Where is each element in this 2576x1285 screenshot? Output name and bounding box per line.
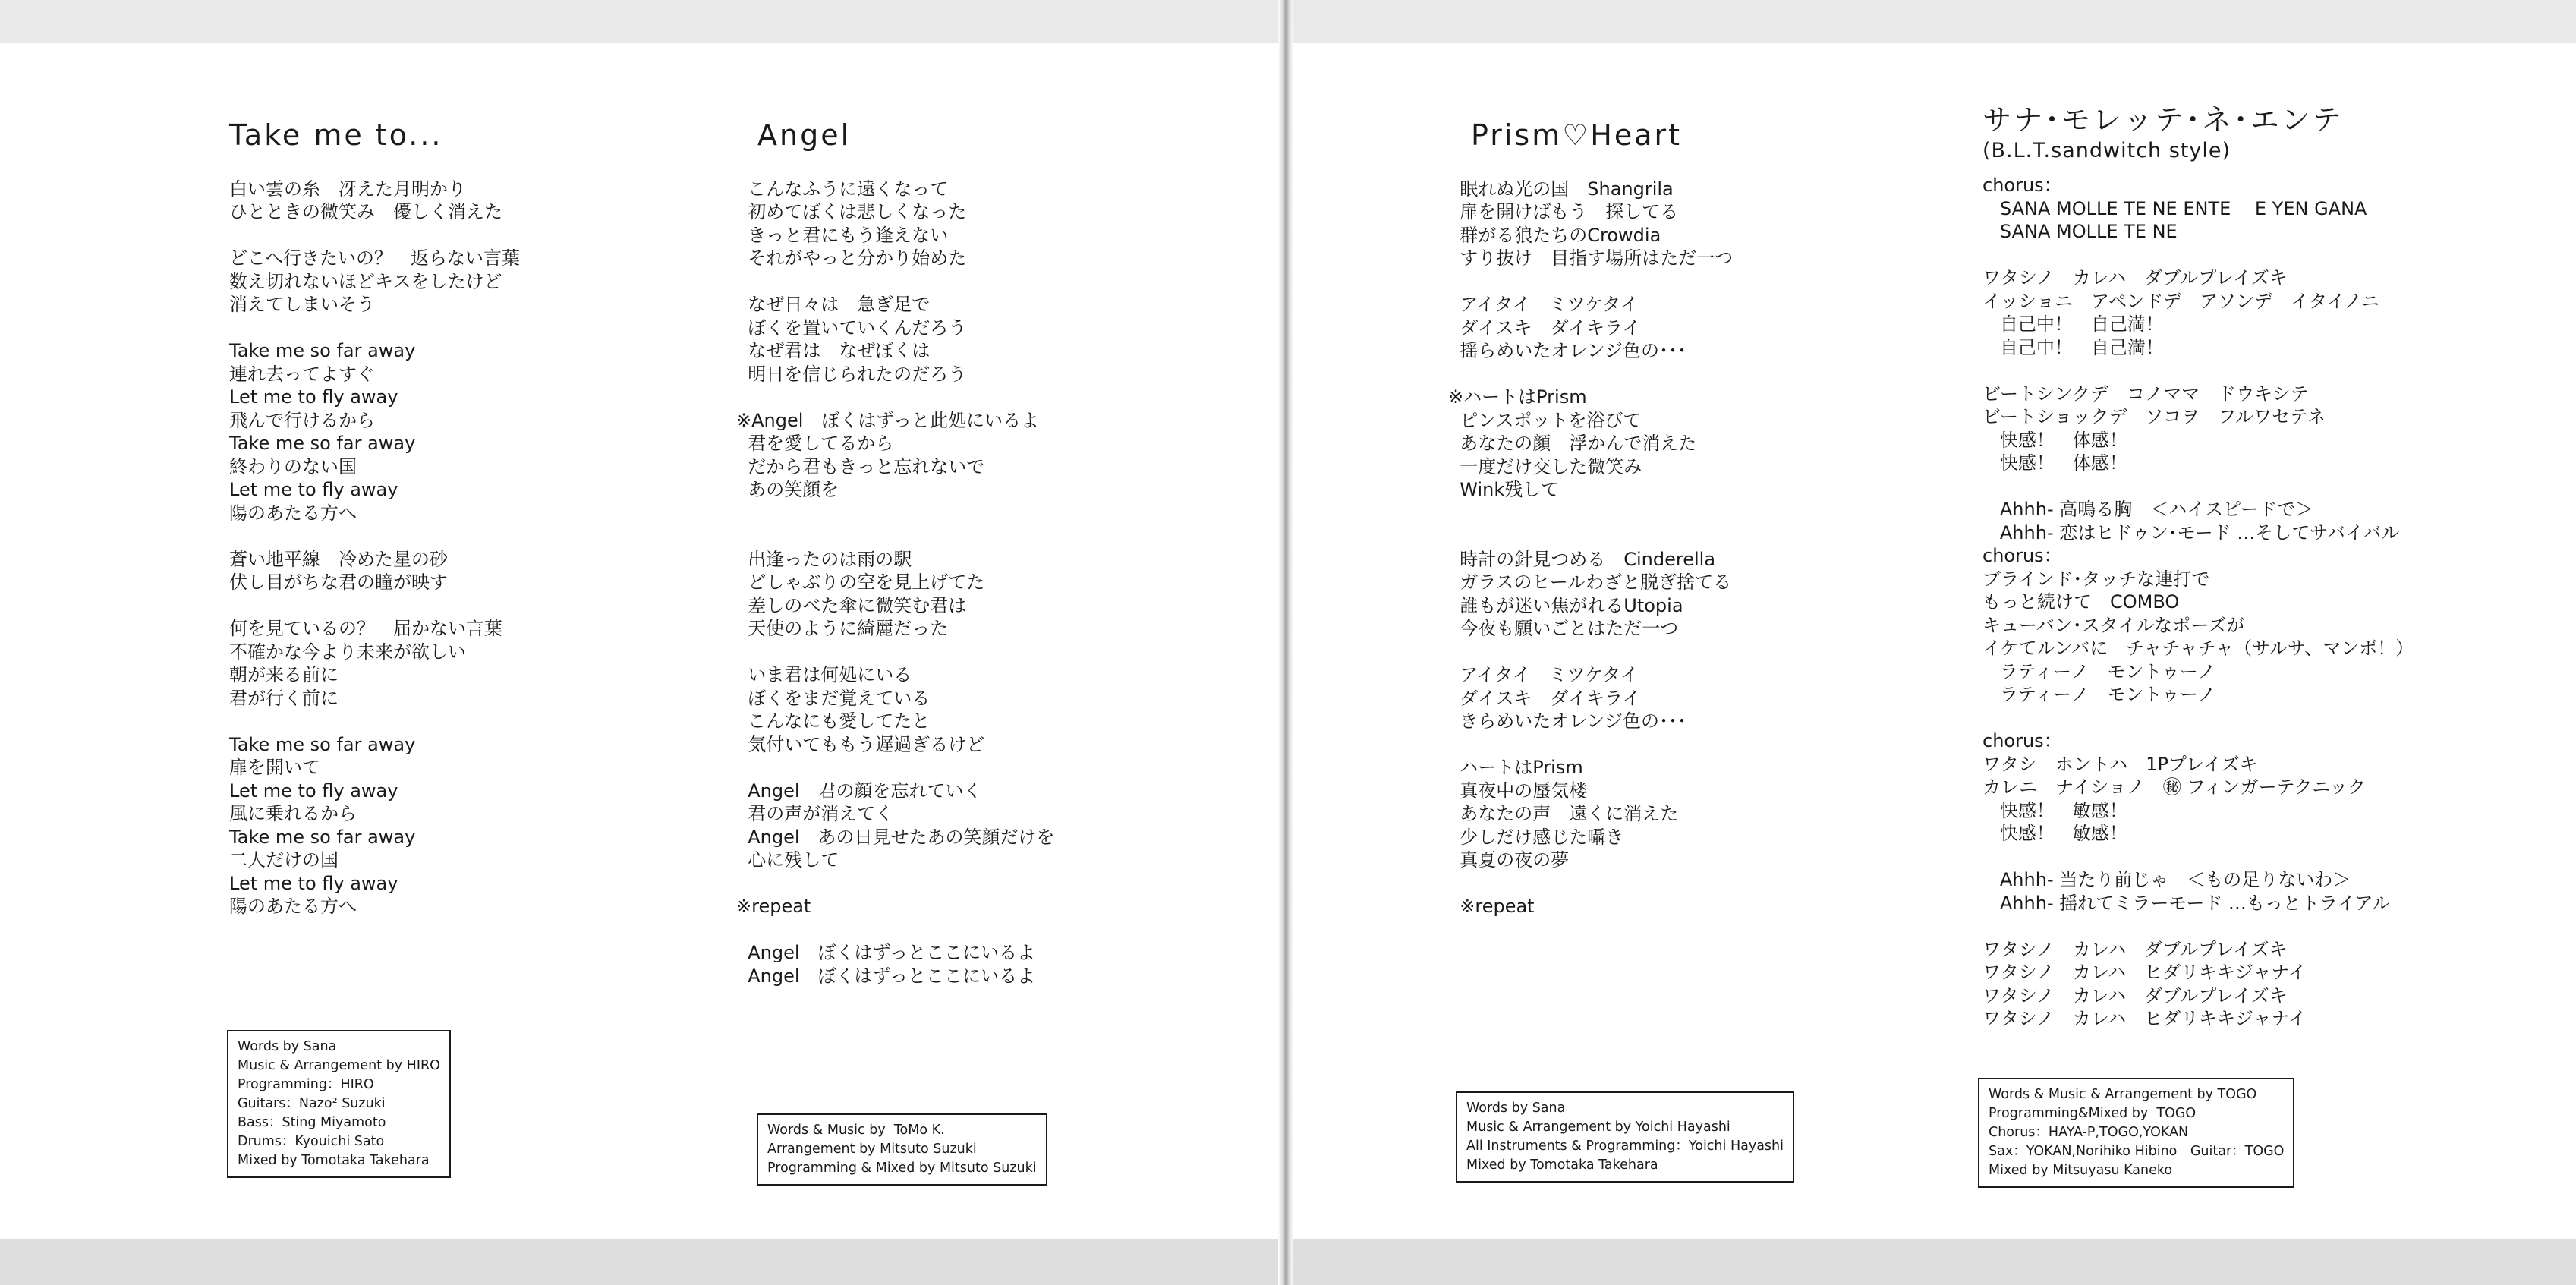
credits-box: Words by Sana Music & Arrangement by Yoichi Hayashi All Instruments & Programming：Yoichi Hayashi Mixed by Tomotaka Takehara xyxy=(1456,1091,1794,1183)
song-subtitle: (B.L.T.sandwitch style) xyxy=(1982,138,2231,162)
credits-box: Words by Sana Music & Arrangement by HIRO Programming：HIRO Guitars：Nazo² Suzuki Bass：Sting Miyamoto Drums：Kyouichi Sato Mixed by Tomotaka Takehara xyxy=(227,1030,451,1178)
song-angel xyxy=(736,120,1055,987)
song-title: Angel xyxy=(757,118,852,152)
song-lyrics: 白い雲の糸 冴えた月明かり ひとときの微笑み 優しく消えた どこへ行きたいの？ 返らない言葉 数え切れないほどキスをしたけど 消えてしまいそう Take me so far away 連れ去ってよすぐ Let me to fly away 飛んで行けるから Take me so far away 終わりのない国 Let me to fly away 陽のあたる方へ 蒼い地平線 冷めた星の砂 伏し目がちな君の瞳が映す 何を見ているの？ 届かない言葉 不確かな今より未来が欲しい 朝が来る前に 君が行く前に Take me so far away 扉を開いて Let me to fly away 風に乗れるから Take me so far away 二人だけの国 Let me to fly away 陽のあたる方へ xyxy=(229,178,521,918)
booklet-spine xyxy=(1278,0,1293,1285)
credits-box: Words & Music & Arrangement by TOGO Programming&Mixed by TOGO Chorus：HAYA-P,TOGO,YOKAN Sax：YOKAN,Norihiko Hibino Guitar：TOGO Mixed by Mitsuyasu Kaneko xyxy=(1978,1078,2294,1188)
credits-box: Words & Music by ToMo K. Arrangement by Mitsuto Suzuki Programming & Mixed by Mitsuto Suzuki xyxy=(757,1113,1047,1186)
song-title: サナ･モレッテ･ネ･エンテ xyxy=(1982,103,2344,137)
song-lyrics: chorus： SANA MOLLE TE NE ENTE E YEN GANA SANA MOLLE TE NE ワタシノ カレハ ダブルプレイズキ イッショニ アペンドデ アソンデ イタイノニ 自己中！ 自己満！ 自己中！ 自己満！ ビートシンクデ コノママ ドウキシテ ビートショックデ ソコヲ フルワセテネ 快感！ 体感！ 快感！ 体感！ Ahhh- 高鳴る胸 ＜ハイスピードで＞ Ahhh- 恋はヒドゥン･モード …そしてサバイバル chorus： ブラインド･タッチな連打で もっと続けて COMBO キューバン･スタイルなポーズが イケてルンバに チャチャチャ（サルサ、マンボ！） ラティーノ モントゥーノ ラティーノ モントゥーノ chorus： ワタシ ホントハ 1Pプレイズキ カレニ ナイショノ ㊙ フィンガーテクニック 快感！ 敏感！ 快感！ 敏感！ Ahhh- 当たり前じゃ ＜もの足りないわ＞ Ahhh- 揺れてミラーモード …もっとトライアル ワタシノ カレハ ダブルプレイズキ ワタシノ カレハ ヒダリキキジャナイ ワタシノ カレハ ダブルプレイズキ ワタシノ カレハ ヒダリキキジャナイ xyxy=(1982,175,2414,1030)
song-title: Prism♡Heart xyxy=(1471,118,1683,152)
song-take-me-to xyxy=(229,120,520,918)
song-lyrics: 眠れぬ光の国 Shangrila 扉を開けばもう 探してる 群がる狼たちのCrowdia すり抜け 目指す場所はただ一つ アイタイ ミツケタイ ダイスキ ダイキライ 揺らめいたオレンジ色の･･･ ※ハートはPrism ピンスポットを浴びて あなたの顔 浮かんで消えた 一度だけ交した微笑み Wink残して 時計の針見つめる Cinderella ガラスのヒールわざと脱ぎ捨てる 誰もが迷い焦がれるUtopia 今夜も願いごとはただ一つ アイタイ ミツケタイ ダイスキ ダイキライ きらめいたオレンジ色の･･･ ハートはPrism 真夜中の蜃気楼 あなたの声 遠くに消えた 少しだけ感じた囁き 真夏の夜の夢 ※repeat xyxy=(1448,178,1734,918)
song-lyrics: こんなふうに遠くなって 初めてぼくは悲しくなった きっと君にもう逢えない それがやっと分かり始めた なぜ日々は 急ぎ足で ぼくを置いていくんだろう なぜ君は なぜぼくは 明日を信じられたのだろう ※Angel ぼくはずっと此処にいるよ 君を愛してるから だから君もきっと忘れないで あの笑顔を 出逢ったのは雨の駅 どしゃぶりの空を見上げてた 差しのべた傘に微笑む君は 天使のように綺麗だった いま君は何処にいる ぼくをまだ覚えている こんなにも愛してたと 気付いてももう遅過ぎるけど Angel 君の顔を忘れていく 君の声が消えてく Angel あの日見せたあの笑顔だけを 心に残して ※repeat Angel ぼくはずっとここにいるよ Angel ぼくはずっとここにいるよ xyxy=(736,178,1055,987)
song-title: Take me to... xyxy=(229,118,443,152)
song-prism-heart xyxy=(1448,120,1733,918)
song-sana-molette-ne-ente xyxy=(1982,105,2414,1031)
booklet-page-left xyxy=(0,43,1278,1239)
